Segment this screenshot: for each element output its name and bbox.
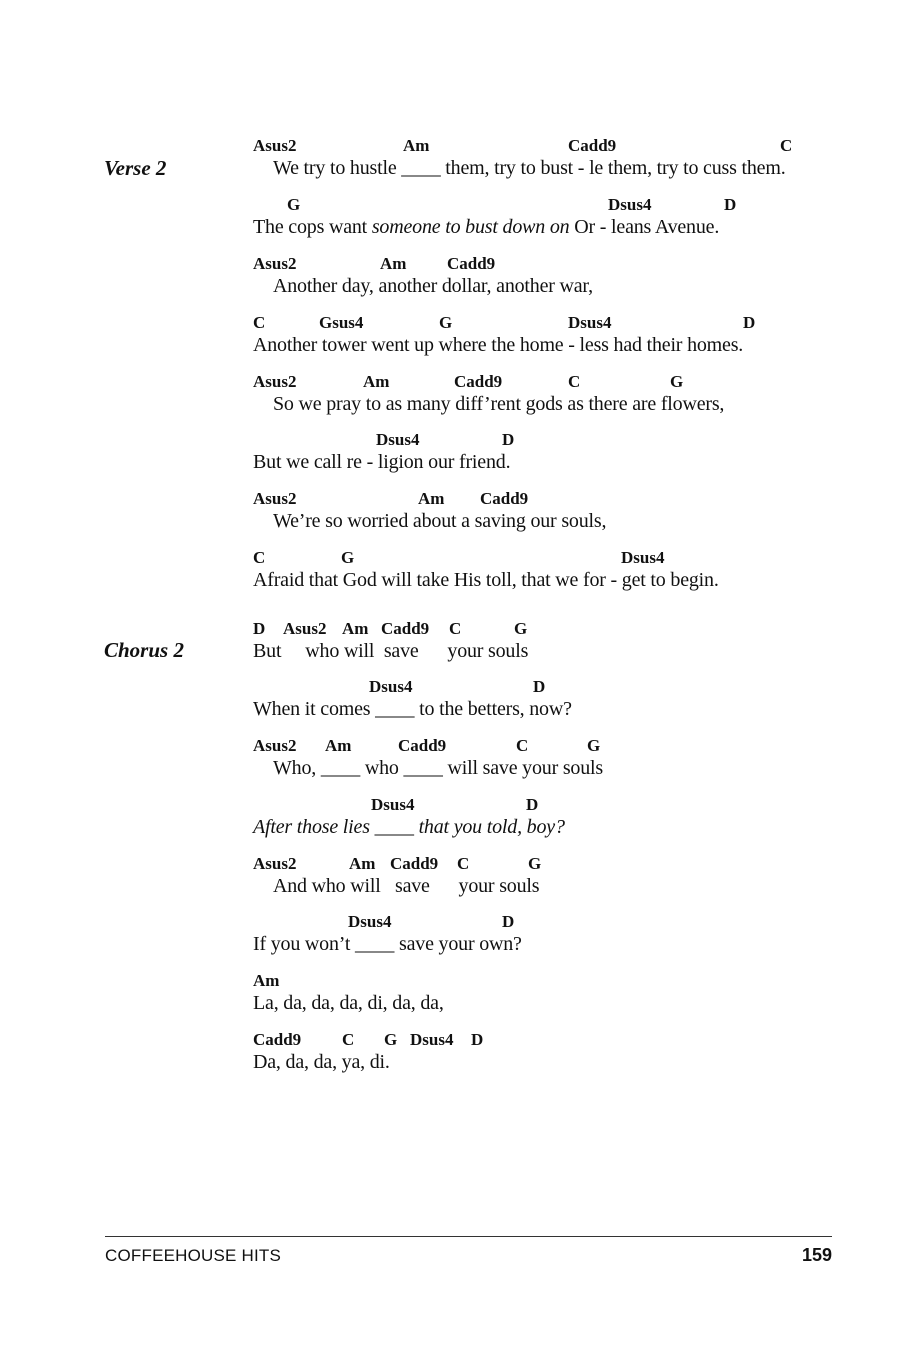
chord: Dsus4 <box>348 912 392 931</box>
chord: Dsus4 <box>410 1030 454 1049</box>
chord: Asus2 <box>253 372 297 391</box>
lyric-text: After those lies ____ that you told, boy? <box>253 816 565 838</box>
lyric-text: Afraid that God will take His toll, that we for - get to begin. <box>253 569 719 591</box>
chord: Cadd9 <box>398 736 447 755</box>
chord: D <box>502 912 515 931</box>
chord: Am <box>253 971 280 990</box>
chord: Am <box>403 136 430 155</box>
chord: Asus2 <box>253 254 297 273</box>
chord: Asus2 <box>253 489 297 508</box>
lyric-text: Another day, another dollar, another war, <box>273 275 593 297</box>
chord: Am <box>349 854 376 873</box>
chord: Cadd9 <box>390 854 439 873</box>
chord: Am <box>418 489 445 508</box>
chord: D <box>253 619 266 638</box>
chord: Cadd9 <box>454 372 503 391</box>
chord: Asus2 <box>283 619 327 638</box>
lyric-text: But we call re - ligion our friend. <box>253 451 511 473</box>
chord: C <box>568 372 581 391</box>
chord: Asus2 <box>253 136 297 155</box>
chord: C <box>253 548 266 567</box>
chord: D <box>724 195 737 214</box>
chord: Cadd9 <box>253 1030 302 1049</box>
chord: Cadd9 <box>568 136 617 155</box>
chord: C <box>780 136 793 155</box>
lyric-text: Who, ____ who ____ will save your souls <box>273 757 603 779</box>
lyric-text: We try to hustle ____ them, try to bust - le them, try to cuss them. <box>273 157 786 179</box>
chord: Dsus4 <box>369 677 413 696</box>
chord: G <box>341 548 355 567</box>
section-label-verse-2: Verse 2 <box>104 156 167 180</box>
chord: Dsus4 <box>621 548 665 567</box>
chord: C <box>449 619 462 638</box>
chord: Dsus4 <box>376 430 420 449</box>
chord: Asus2 <box>253 854 297 873</box>
chord: Cadd9 <box>381 619 430 638</box>
chord: Am <box>325 736 352 755</box>
chord: D <box>533 677 546 696</box>
chord: Dsus4 <box>371 795 415 814</box>
chord: C <box>342 1030 355 1049</box>
chord: G <box>587 736 601 755</box>
lyric-text: La, da, da, da, di, da, da, <box>253 992 444 1014</box>
footer-book-title: COFFEEHOUSE HITS <box>105 1246 282 1265</box>
chord: G <box>514 619 528 638</box>
chord: C <box>516 736 529 755</box>
lyric-text: If you won’t ____ save your own? <box>253 933 522 955</box>
chord: Am <box>380 254 407 273</box>
chord: G <box>384 1030 398 1049</box>
lyric-text: Another tower went up where the home - less had their homes. <box>253 334 744 356</box>
chord: D <box>743 313 756 332</box>
chord: Cadd9 <box>480 489 529 508</box>
lyric-text: Da, da, da, ya, di. <box>253 1051 390 1073</box>
lyric-segment: The cops want <box>253 216 372 238</box>
chord: Am <box>342 619 369 638</box>
lyric-text: So we pray to as many diff’rent gods as there are flowers, <box>273 393 725 415</box>
chord: Am <box>363 372 390 391</box>
section-label-chorus-2: Chorus 2 <box>104 638 184 662</box>
lyric-text: We’re so worried about a saving our souls, <box>273 510 607 532</box>
lyric-text: And who will save your souls <box>273 875 540 897</box>
chord: G <box>670 372 684 391</box>
chord: Dsus4 <box>568 313 612 332</box>
chord: D <box>471 1030 484 1049</box>
chord: Gsus4 <box>319 313 364 332</box>
lyric-segment: Or - leans Avenue. <box>569 216 720 238</box>
lyric-text: But who will save your souls <box>253 640 529 662</box>
chord: D <box>526 795 539 814</box>
chord: Cadd9 <box>447 254 496 273</box>
lyric-italic-segment: someone to bust down on <box>371 216 570 238</box>
chord: D <box>502 430 515 449</box>
chord: Asus2 <box>253 736 297 755</box>
page-number: 159 <box>801 1245 832 1265</box>
chord: Dsus4 <box>608 195 652 214</box>
chord: C <box>457 854 470 873</box>
chord: G <box>528 854 542 873</box>
chord: C <box>253 313 266 332</box>
chord: G <box>439 313 453 332</box>
chord: G <box>287 195 301 214</box>
lyric-text: When it comes ____ to the betters, now? <box>253 698 572 720</box>
lyric-text <box>253 216 719 239</box>
footer-divider <box>105 1236 832 1237</box>
